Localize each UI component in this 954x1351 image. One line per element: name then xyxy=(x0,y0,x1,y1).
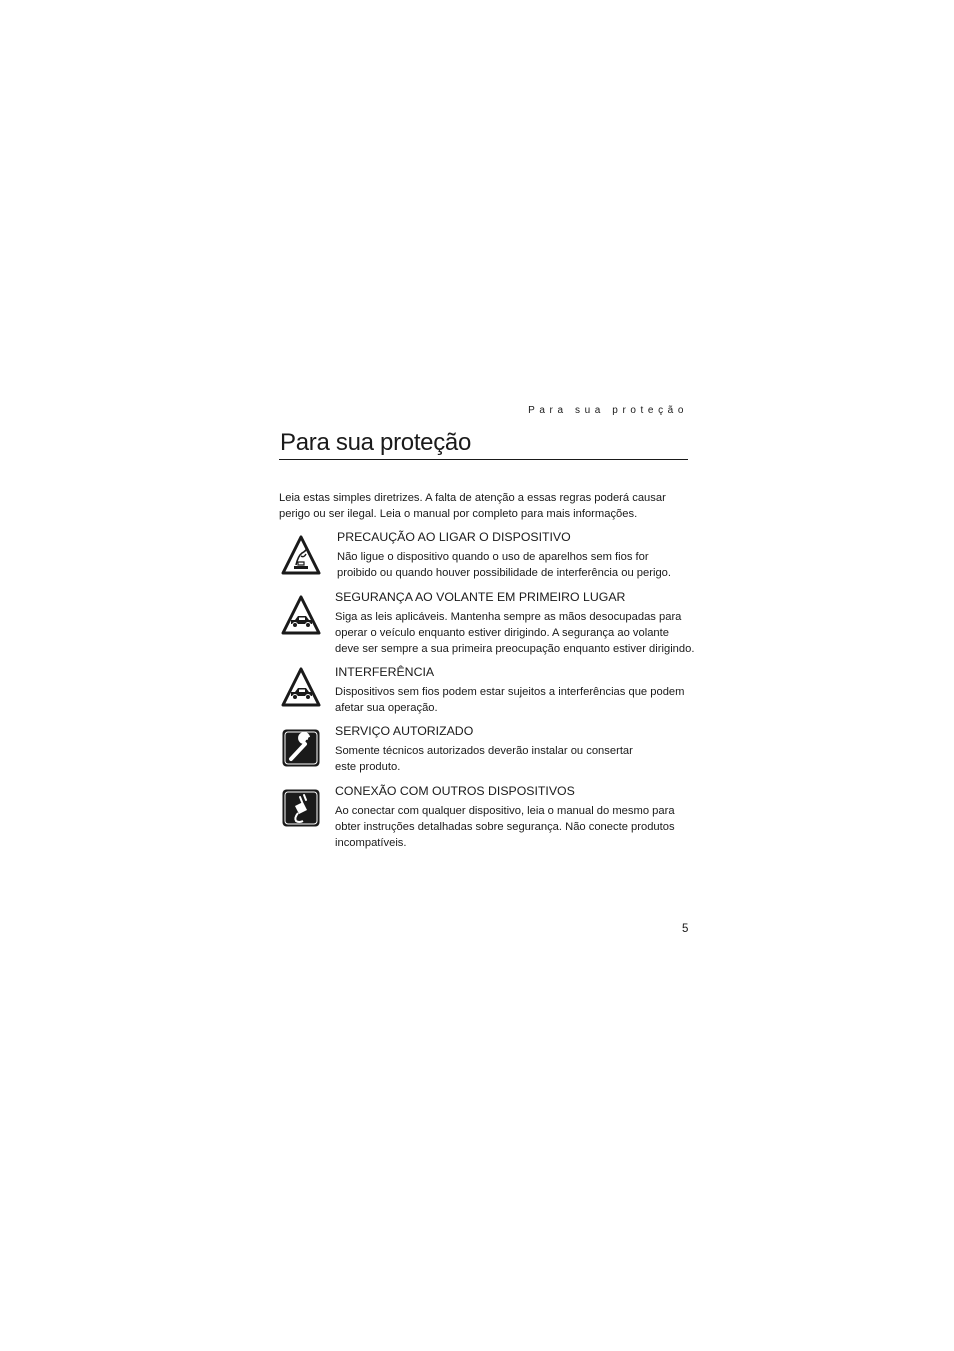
title-rule xyxy=(279,459,688,460)
intro-paragraph: Leia estas simples diretrizes. A falta de atenção a essas regras poderá causar perigo ou ser ilegal. Leia o manual por completo para mais informações. xyxy=(279,492,666,520)
road-safety-car-icon xyxy=(280,594,322,636)
section-body: Não ligue o dispositivo quando o uso de aparelhos sem fios for proibido ou quando houver possibilidade de interferência ou perigo. xyxy=(337,551,671,579)
section-switch-on xyxy=(337,529,707,581)
plug-connection-icon xyxy=(280,787,322,829)
page-number: 5 xyxy=(682,923,689,935)
running-header: Para sua proteção xyxy=(528,405,688,416)
switch-on-safely-icon xyxy=(280,534,322,576)
section-interference xyxy=(335,664,705,716)
section-body: Dispositivos sem fios podem estar sujeitos a interferências que podem afetar sua operação. xyxy=(335,686,685,714)
section-body: Ao conectar com qualquer dispositivo, leia o manual do mesmo para obter instruções detalhadas sobre segurança. Não conecte produtos incompatíveis. xyxy=(335,805,675,849)
wrench-service-icon xyxy=(280,727,322,769)
section-heading: PRECAUÇÃO AO LIGAR O DISPOSITIVO xyxy=(337,530,571,544)
section-road-safety xyxy=(335,589,705,657)
section-connection xyxy=(335,783,705,851)
page-title: Para sua proteção xyxy=(280,429,472,456)
section-heading: SERVIÇO AUTORIZADO xyxy=(335,724,474,738)
section-body: Somente técnicos autorizados deverão instalar ou consertar este produto. xyxy=(335,745,633,773)
section-heading: SEGURANÇA AO VOLANTE EM PRIMEIRO LUGAR xyxy=(335,590,626,604)
section-service xyxy=(335,723,705,775)
interference-warning-icon xyxy=(280,666,322,708)
section-heading: INTERFERÊNCIA xyxy=(335,665,435,679)
section-body: Siga as leis aplicáveis. Mantenha sempre as mãos desocupadas para operar o veículo enquanto estiver dirigindo. A segurança ao volante deve ser sempre a sua primeira preocupação enquanto estiver dirigindo. xyxy=(335,611,695,655)
section-heading: CONEXÃO COM OUTROS DISPOSITIVOS xyxy=(335,784,575,798)
